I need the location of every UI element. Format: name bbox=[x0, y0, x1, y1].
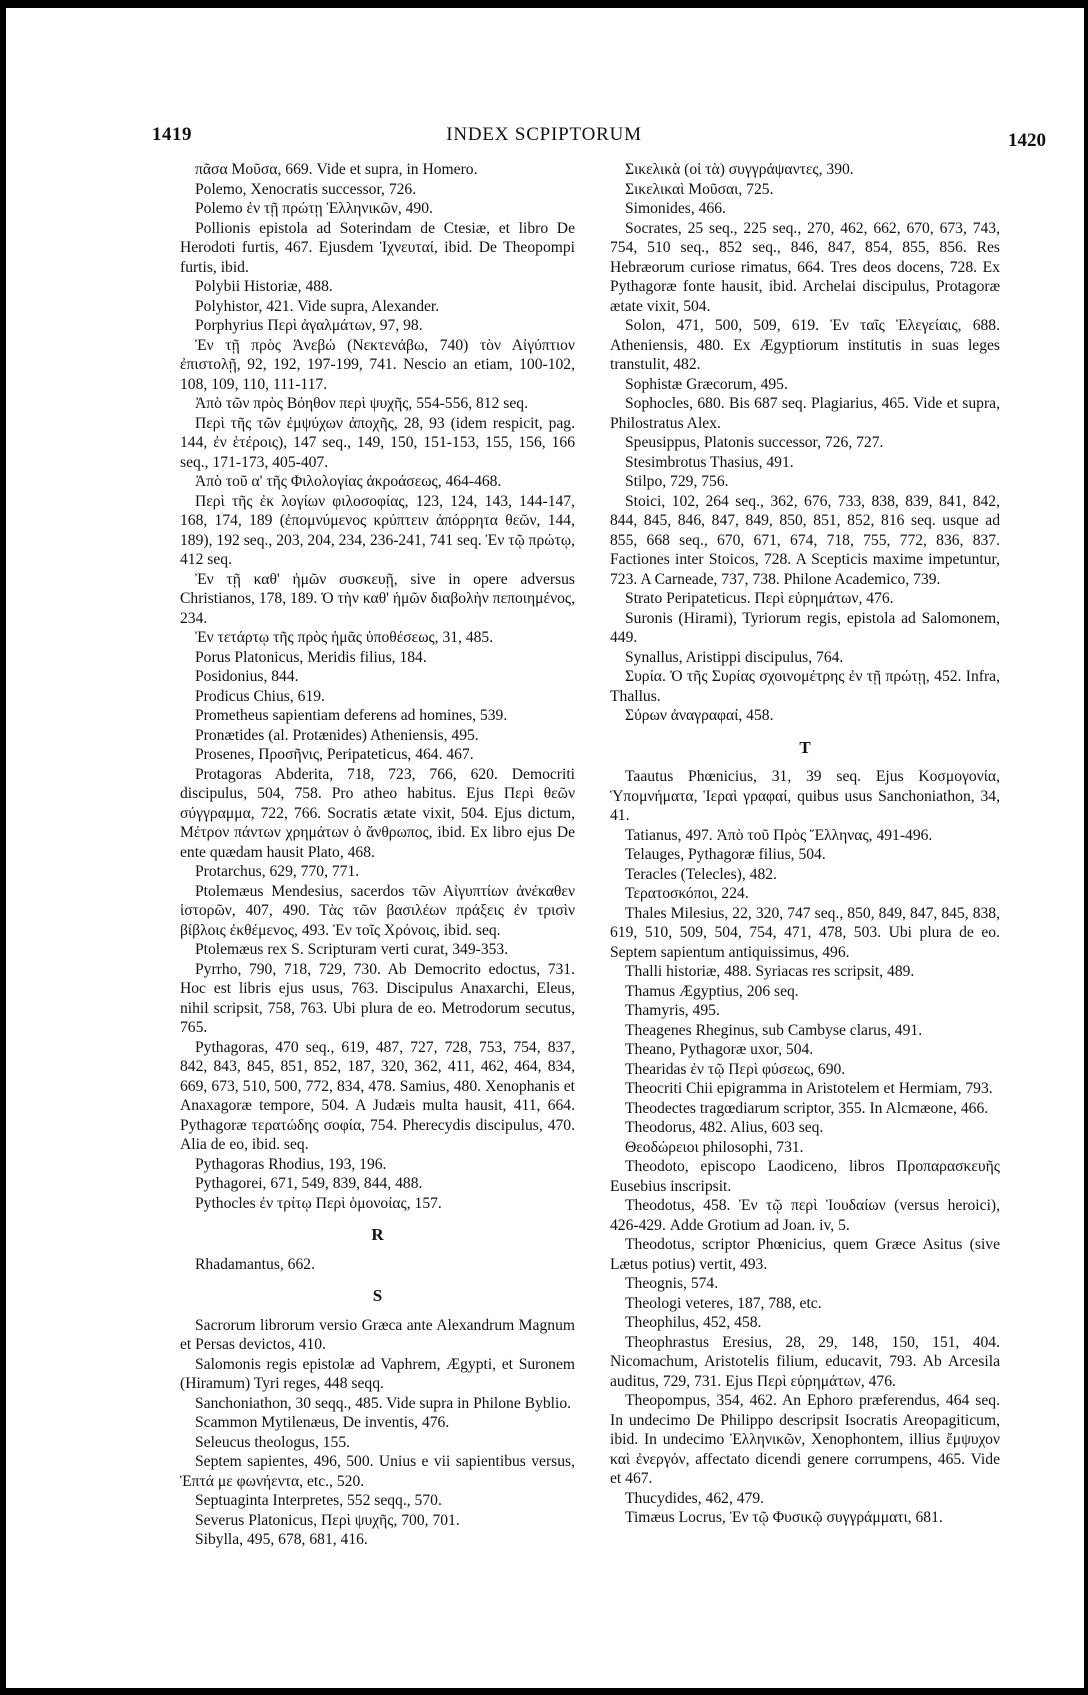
index-entry: Septuaginta Interpretes, 552 seqq., 570. bbox=[195, 1492, 442, 1509]
index-entry: Theognis, 574. bbox=[625, 1275, 719, 1292]
index-entry: Thearidas ἐν τῷ Περὶ φύσεως, 690. bbox=[625, 1060, 846, 1078]
page-header bbox=[0, 124, 1088, 154]
index-entry: Scammon Mytilenæus, De inventis, 476. bbox=[195, 1414, 450, 1431]
index-entry: Speusippus, Platonis successor, 726, 727. bbox=[625, 434, 884, 451]
index-entry: Thamyris, 495. bbox=[625, 1002, 720, 1019]
index-entry: Sophocles, 680. Bis 687 seq. Plagiarius, 465. Vide et supra, Philostratus Alex. bbox=[610, 395, 1000, 432]
index-entry: Suronis (Hirami), Tyriorum regis, epistola ad Salomonem, 449. bbox=[610, 609, 1000, 646]
index-entry: Seleucus theologus, 155. bbox=[195, 1433, 351, 1451]
index-entry: Prosenes, Προσῆνις, Peripateticus, 464. 467. bbox=[195, 746, 474, 763]
section-letter-r: R bbox=[371, 1225, 384, 1244]
index-entry: Telauges, Pythagoræ filius, 504. bbox=[625, 846, 826, 863]
index-entry: Solon, 471, 500, 509, 619. Ἐν ταῖς Ἐλεγείαις, 688. Atheniensis, 480. Ex Ægyptiorum institutis in suas leges transtulit, 482. bbox=[610, 317, 1000, 373]
index-entry: Theopompus, 354, 462. An Ephoro præferendus, 464 seq. In undecimo De Philippo descripsit Isocratis Areopagiticum, ibid. In undecimo Ἑλληνικῶν, Xenophontem, illius ἔμψυχον καὶ ἐνεργόν, affectato dicendi genere corrumpens, 465. Vide et 467. bbox=[610, 1392, 1000, 1487]
page-number-left: 1419 bbox=[152, 124, 192, 145]
index-entry: Strato Peripateticus. Περὶ εὑρημάτων, 476. bbox=[625, 590, 894, 607]
index-entry: Pythagoras, 470 seq., 619, 487, 727, 728, 753, 754, 837, 842, 843, 845, 851, 852, 187, 320, 362, 411, 462, 464, 834, 669, 673, 510, 500, 772, 834, 478. Samius, 480. Xenophanis et Anaxagoræ tempore, 504. A Judæis multa hausit, 411, 664. Pythagoræ τερατώδης σοφία, 754. Pherecydis discipulus, 470. Alia de eo, ibid. seq. bbox=[180, 1038, 575, 1153]
index-entry: Stesimbrotus Thasius, 491. bbox=[625, 453, 794, 471]
index-entry: Porphyrius Περὶ ἀγαλμάτων, 97, 98. bbox=[195, 317, 423, 334]
index-entry: Theodotus, scriptor Phœnicius, quem Græce Asitus (sive Lætus potius) vertit, 493. bbox=[610, 1236, 1000, 1273]
entries-s-left bbox=[180, 1316, 575, 1550]
index-entry: Rhadamantus, 662. bbox=[195, 1255, 315, 1273]
index-entry: Teracles (Telecles), 482. bbox=[625, 865, 777, 883]
index-entry: Τερατοσκόποι, 224. bbox=[625, 885, 749, 902]
index-entry: Sanchoniathon, 30 seqq., 485. Vide supra in Philone Byblio. bbox=[195, 1394, 572, 1412]
index-entry: Stoici, 102, 264 seq., 362, 676, 733, 838, 839, 841, 842, 844, 845, 846, 847, 849, 850, 851, 852, 816 seq. usque ad 855, 668 seq., 670, 671, 674, 718, 755, 772, 836, 837. Factiones inter Stoicos, 728. A Scepticis maxime impetuntur, 723. A Carneade, 737, 738. Philone Academico, 739. bbox=[610, 492, 1000, 588]
index-entry: Stilpo, 729, 756. bbox=[625, 473, 729, 490]
index-entry: Thalli historiæ, 488. Syriacas res scripsit, 489. bbox=[625, 963, 915, 980]
index-entry: Polemo ἐν τῇ πρώτῃ Ἑλληνικῶν, 490. bbox=[195, 200, 433, 217]
index-entry: Theodorus, 482. Alius, 603 seq. bbox=[625, 1119, 824, 1136]
section-letter-s: S bbox=[372, 1286, 383, 1305]
index-entry: Polemo, Xenocratis successor, 726. bbox=[195, 180, 417, 198]
right-column bbox=[610, 160, 1000, 1528]
index-entry: Polybii Historiæ, 488. bbox=[195, 278, 333, 295]
index-entry: πᾶσα Μοῦσα, 669. Vide et supra, in Homero. bbox=[195, 161, 478, 178]
scan-border-right bbox=[1084, 0, 1088, 1695]
index-entry: Polyhistor, 421. Vide supra, Alexander. bbox=[195, 297, 440, 315]
index-entry: Simonides, 466. bbox=[625, 200, 726, 217]
index-entry: Ἐν τῇ καθ' ἡμῶν συσκευῇ, sive in opere adversus Christianos, 178, 189. Ὁ τὴν καθ' ἡμῶν διαβολὴν πεποιημένος, 234. bbox=[180, 570, 575, 627]
running-title: INDEX SCPIPTORUM bbox=[446, 124, 642, 145]
index-entry: Prodicus Chius, 619. bbox=[195, 687, 325, 705]
index-entry: Sacrorum librorum versio Græca ante Alexandrum Magnum et Persas devictos, 410. bbox=[180, 1316, 575, 1353]
index-entry: Salomonis regis epistolæ ad Vaphrem, Ægypti, et Suronem (Hiramum) Tyri reges, 448 seqq. bbox=[180, 1355, 575, 1392]
index-entry: Tatianus, 497. Ἀπὸ τοῦ Πρὸς Ἕλληνας, 491-496. bbox=[625, 826, 933, 844]
index-entry: Περὶ τῆς τῶν ἐμψύχων ἀποχῆς, 28, 93 (idem respicit, pag. 144, ἐν ἑτέροις), 147 seq., 149, 150, 151-153, 155, 156, 166 seq., 171-173, 405-407. bbox=[180, 414, 575, 471]
index-entry: Σικελικαὶ Μοῦσαι, 725. bbox=[625, 180, 774, 198]
index-entry: Taautus Phœnicius, 31, 39 seq. Ejus Κοσμογονία, Ὑπομνήματα, Ἱεραὶ γραφαί, quibus usus Sanchoniathon, 34, 41. bbox=[610, 768, 1000, 824]
scan-border-left bbox=[0, 0, 6, 1695]
index-entry: Protarchus, 629, 770, 771. bbox=[195, 863, 360, 880]
index-entry: Theano, Pythagoræ uxor, 504. bbox=[625, 1041, 814, 1058]
index-entry: Περὶ τῆς ἐκ λογίων φιλοσοφίας, 123, 124, 143, 144-147, 168, 174, 189 (ἐπομνύμενος κρύπτειν ἀπόρρητα θεῶν, 144, 189), 192 seq., 203, 204, 234, 236-241, 741 seq. Ἐν τῷ πρώτῳ, 412 seq. bbox=[180, 492, 575, 568]
index-entry: Thales Milesius, 22, 320, 747 seq., 850, 849, 847, 845, 838, 619, 510, 509, 504, 754, 471, 478, 503. Ubi plura de eo. Septem sapientum antiquissimus, 496. bbox=[610, 904, 1000, 961]
entries-r bbox=[180, 1255, 575, 1275]
index-entry: Pronætides (al. Protænides) Atheniensis, 495. bbox=[195, 726, 479, 744]
index-entry: Posidonius, 844. bbox=[195, 668, 299, 685]
index-entry: Sophistæ Græcorum, 495. bbox=[625, 375, 788, 393]
index-entry: Severus Platonicus, Περὶ ψυχῆς, 700, 701. bbox=[195, 1511, 460, 1529]
index-entry: Theodectes tragœdiarum scriptor, 355. In Alcmæone, 466. bbox=[625, 1099, 989, 1117]
index-entry: Theodotus, 458. Ἐν τῷ περὶ Ἰουδαίων (versus heroici), 426-429. Adde Grotium ad Joan. iv, 5. bbox=[610, 1197, 1000, 1234]
index-entry: Protagoras Abderita, 718, 723, 766, 620. Democriti discipulus, 504, 758. Pro atheo habitus. Ejus Περὶ θεῶν σύγγραμμα, 722, 766. Socratis ætate vixit, 504. Ejus dictum, Μέτρον πάντων χρημάτων ὁ ἄνθρωπος, ibid. Ex libro ejus De ente quædam hausit Plato, 468. bbox=[180, 765, 575, 861]
entries-t bbox=[610, 767, 1000, 1528]
left-column bbox=[180, 160, 575, 1550]
index-entry: Synallus, Aristippi discipulus, 764. bbox=[625, 648, 844, 666]
index-entry: Pollionis epistola ad Soterindam de Ctesiæ, et libro De Herodoti furtis, 467. Ejusdem Ἰχνευταί, ibid. De Theopompi furtis, ibid. bbox=[180, 219, 575, 276]
index-entry: Timæus Locrus, Ἐν τῷ Φυσικῷ συγγράμματι, 681. bbox=[625, 1509, 943, 1526]
index-entry: Prometheus sapientiam deferens ad homines, 539. bbox=[195, 707, 508, 724]
index-entry: Theodoto, episcopo Laodiceno, libros Προπαρασκευῆς Eusebius inscripsit. bbox=[610, 1158, 1000, 1195]
index-entry: Θεοδώρειοι philosophi, 731. bbox=[625, 1138, 804, 1156]
scan-border-top bbox=[0, 0, 1088, 8]
index-entry: Porus Platonicus, Meridis filius, 184. bbox=[195, 648, 427, 666]
index-entry: Sibylla, 495, 678, 681, 416. bbox=[195, 1531, 368, 1548]
index-entry: Thucydides, 462, 479. bbox=[625, 1489, 765, 1507]
index-entry: Theologi veteres, 187, 788, etc. bbox=[625, 1294, 822, 1312]
index-entry: Theophrastus Eresius, 28, 29, 148, 150, 151, 404. Nicomachum, Aristotelis filium, educavit, 793. Ab Arcesila auditus, 729, 731. Ejus Περὶ εὑρημάτων, 476. bbox=[610, 1333, 1000, 1390]
index-entry: Theophilus, 452, 458. bbox=[625, 1314, 762, 1331]
index-entry: Pythocles ἐν τρίτῳ Περὶ ὁμονοίας, 157. bbox=[195, 1194, 442, 1212]
scan-border-bottom bbox=[0, 1688, 1088, 1695]
index-entry: Ptolemæus Mendesius, sacerdos τῶν Αἰγυπτίων ἀνέκαθεν ἱστορῶν, 407, 490. Τὰς τῶν βασιλέων πράξεις ἐν τρισὶν βίβλοις ἐκθέμενος, 493. Ἐν τοῖς Χρόνοις, ibid. seq. bbox=[180, 882, 575, 939]
index-entry: Socrates, 25 seq., 225 seq., 270, 462, 662, 670, 673, 743, 754, 510 seq., 852 seq., 846, 847, 854, 855, 856. Res Hebræorum curiose rimatus, 664. Tres deos docens, 728. Ex Pythagoræ fonte hausit, ibid. Archelai discipulus, Protagoræ ætate vixit, 504. bbox=[610, 219, 1000, 315]
section-letter-t: T bbox=[799, 737, 811, 757]
page-number-right: 1420 bbox=[1008, 130, 1046, 151]
index-entry: Ἐν τῇ πρὸς Ἀνεβώ (Νεκτενάβω, 740) τὸν Αἰγύπτιον ἐπιστολῇ, 92, 192, 197-199, 741. Nescio an etiam, 100-102, 108, 109, 110, 111-117. bbox=[180, 336, 575, 393]
index-entry: Pythagorei, 671, 549, 839, 844, 488. bbox=[195, 1175, 423, 1192]
index-entry: Pyrrho, 790, 718, 729, 730. Ab Democrito edoctus, 731. Hoc est libris ejus usus, 763. Discipulus Anaxarchi, Eleus, nihil scripsit, 758, 763. Ubi plura de eo. Metrodorum secutus, 765. bbox=[180, 960, 575, 1036]
index-entry: Septem sapientes, 496, 500. Unius e vii sapientibus versus, Ἑπτά με φωνήεντα, etc., 520. bbox=[180, 1453, 575, 1490]
index-entry: Ἀπὸ τοῦ α' τῆς Φιλολογίας ἀκροάσεως, 464-468. bbox=[195, 473, 502, 490]
index-entry: Thamus Ægyptius, 206 seq. bbox=[625, 982, 799, 1000]
index-entry: Ἀπὸ τῶν πρὸς Βόηθον περὶ ψυχῆς, 554-556, 812 seq. bbox=[195, 395, 528, 412]
entries-s-right bbox=[610, 160, 1000, 726]
entries-p bbox=[180, 160, 575, 1213]
index-entry: Theagenes Rheginus, sub Cambyse clarus, 491. bbox=[625, 1021, 923, 1039]
index-entry: Theocriti Chii epigramma in Aristotelem et Hermiam, 793. bbox=[625, 1080, 993, 1097]
index-entry: Pythagoras Rhodius, 193, 196. bbox=[195, 1155, 387, 1173]
index-entry: Ptolemæus rex S. Scripturam verti curat, 349-353. bbox=[195, 941, 509, 958]
index-entry: Σύρων ἀναγραφαί, 458. bbox=[625, 707, 774, 724]
index-entry: Ἐν τετάρτῳ τῆς πρὸς ἡμᾶς ὑποθέσεως, 31, 485. bbox=[195, 629, 494, 646]
index-entry: Συρία. Ὁ τῆς Συρίας σχοινομέτρης ἐν τῇ πρώτῃ, 452. Infra, Thallus. bbox=[610, 668, 1000, 705]
index-entry: Σικελικὰ (οἱ τὰ) συγγράψαντες, 390. bbox=[625, 161, 854, 178]
